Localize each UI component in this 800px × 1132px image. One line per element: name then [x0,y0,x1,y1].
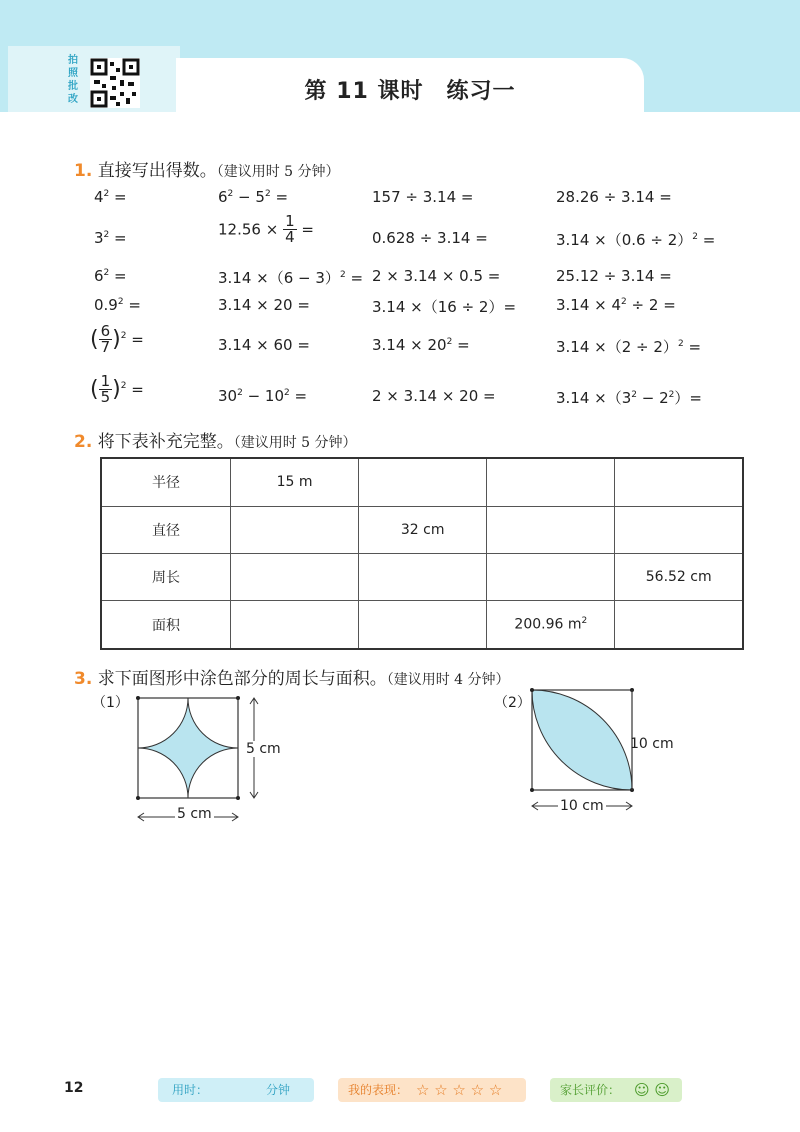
problem-r1c1: $4^2$ = [94,188,127,206]
problem-r6c3: 2 × 3.14 × 20 = [372,387,496,405]
circle-table [100,457,744,650]
problem-r5c2: 3.14 × 60 = [218,336,310,354]
section2-heading [74,427,357,452]
time-label: 用时： [172,1083,209,1097]
problem-r2c2: 12.56 × $\frac{1}{4}$ = [218,212,314,246]
table-cell[interactable] [231,506,359,553]
table-cell[interactable] [615,506,743,553]
problem-r5c1: ( $\frac{6}{7}$ )$^2$ = [90,322,144,356]
problem-r3c3: 2 × 3.14 × 0.5 = [372,267,501,285]
problem-r2c1: $3^2$ = [94,229,127,247]
time-used-box[interactable] [158,1078,314,1102]
performance-label: 我的表现： [348,1083,409,1097]
page-number: 12 [64,1080,84,1096]
table-cell[interactable] [231,553,359,600]
problem-r6c2: $30^2 - 10^2$ = [218,387,308,405]
table-cell[interactable] [615,601,743,649]
problem-r3c4: 25.12 ÷ 3.14 = [556,267,672,285]
problem-r6c4: $3.14 \times(3^2 - 2^2)=$ [556,389,702,407]
table-cell[interactable] [487,553,615,600]
row-label: 面积 [101,601,231,649]
problem-r2c3: 0.628 ÷ 3.14 = [372,229,488,247]
section3-number: 3. [74,669,93,689]
table-row [101,458,743,506]
problem-r4c2: 3.14 × 20 = [218,296,310,314]
section2-hint: （建议用时 5 分钟） [233,435,357,451]
problem-r1c3: 157 ÷ 3.14 = [372,188,474,206]
table-cell[interactable]: 56.52 cm [615,553,743,600]
page-title: 第 11 课时 练习一 [304,79,516,104]
problem-r4c1: $0.9^2$ = [94,296,141,314]
table-cell[interactable] [359,553,487,600]
table-cell[interactable]: 15 m [231,458,359,506]
table-row [101,506,743,553]
parent-review-label: 家长评价： [560,1083,621,1097]
table-row [101,553,743,600]
table-row [101,601,743,649]
section3-heading [74,664,510,689]
section3-hint: （建议用时 4 分钟） [386,672,510,688]
problem-r1c4: 28.26 ÷ 3.14 = [556,188,672,206]
section1-heading [74,156,340,181]
figure1-label: （1） [92,695,129,711]
table-cell[interactable]: 32 cm [359,506,487,553]
section2-title: 将下表补充完整。 [97,432,234,452]
parent-review-box [550,1078,682,1102]
scan-label: 拍照批改 [68,55,78,105]
problem-r4c3: 3.14 ×（16 ÷ 2）= [372,298,517,316]
table-cell[interactable] [487,506,615,553]
problem-r6c1: ( $\frac{1}{5}$ )$^2$ = [90,372,144,406]
time-unit: 分钟 [266,1083,291,1097]
row-label: 半径 [101,458,231,506]
figure2-bottom-length: 10 cm [560,798,604,814]
qr-code-icon[interactable] [90,58,140,108]
figure2-side-length: 10 cm [630,736,674,752]
problem-r1c2: $6^2 - 5^2$ = [218,188,289,206]
table-cell[interactable] [359,601,487,649]
problem-r2c4: $3.14 \times(0.6 \div 2)^2$ = [556,231,716,249]
figure1-side-length: 5 cm [246,741,281,757]
section3-title: 求下面图形中涂色部分的周长与面积。 [97,669,387,689]
smiley-face-icon[interactable]: ☺ ☺ [634,1081,671,1099]
section1-hint: （建议用时 5 分钟） [216,164,340,180]
table-cell[interactable] [359,458,487,506]
row-label: 直径 [101,506,231,553]
table-cell[interactable] [231,601,359,649]
table-cell[interactable]: 200.96 $m^2$ [487,601,615,649]
problem-r5c3: $3.14 \times 20^2$ = [372,336,470,354]
section1-number: 1. [74,161,93,181]
figure1-bottom-length: 5 cm [177,806,212,822]
figure2-label: （2） [494,695,531,711]
performance-box [338,1078,526,1102]
problem-r5c4: $3.14 \times(2 \div 2)^2$ = [556,338,702,356]
title-box [176,58,644,112]
section1-title: 直接写出得数。 [97,161,217,181]
star-rating-icon[interactable]: ☆ ☆ ☆ ☆ ☆ [416,1081,503,1099]
row-label: 周长 [101,553,231,600]
problem-r3c1: $6^2$ = [94,267,127,285]
problem-r3c2: $3.14 \times(6 - 3)^2$ = [218,269,364,287]
problem-r4c4: $3.14 \times 4^2 \div 2$ = [556,296,676,314]
section2-number: 2. [74,432,93,452]
table-cell[interactable] [487,458,615,506]
table-cell[interactable] [615,458,743,506]
